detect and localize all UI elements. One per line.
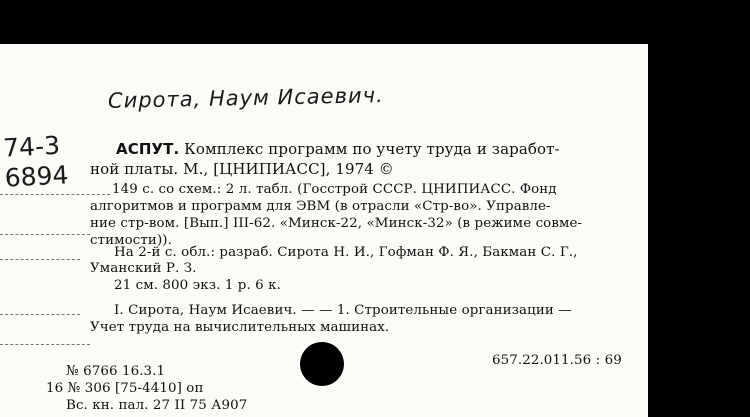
entry-desc-4: стимости)).	[90, 233, 172, 248]
entry-title-line-2: ной платы. М., [ЦНИПИАСС], 1974 ©	[90, 160, 394, 178]
entry-title-head: АСПУТ.	[116, 140, 180, 158]
udc-number: 657.22.011.56 : 69	[492, 353, 622, 368]
footer-line-3: Вс. кн. пал. 27 II 75 А907	[66, 398, 248, 413]
entry-tracing-1: I. Сирота, Наум Исаевич. — — 1. Строительные организации —	[114, 303, 572, 318]
call-number-line2: 6894	[4, 160, 70, 193]
scan-border-right	[648, 0, 750, 417]
card-rule	[0, 234, 90, 235]
entry-desc-2: алгоритмов и программ для ЭВМ (в отрасли «Стр-во». Управле-	[90, 199, 551, 214]
card-rule	[0, 259, 80, 260]
card-rule	[0, 344, 90, 345]
handwritten-author: Сирота, Наум Исаевич.	[107, 83, 384, 113]
scan-border-top	[0, 0, 750, 44]
entry-note-2: Уманский Р. З.	[90, 261, 197, 276]
card-rule	[0, 194, 110, 195]
entry-title-rest: Комплекс программ по учету труда и заработ-	[179, 140, 560, 158]
entry-size: 21 см. 800 экз. 1 р. 6 к.	[114, 278, 281, 293]
card-rule	[0, 314, 80, 315]
entry-title-line-1	[116, 140, 560, 158]
entry-tracing-2: Учет труда на вычислительных машинах.	[90, 320, 390, 335]
call-number	[2, 130, 69, 193]
entry-desc-3: ние стр-вом. [Вып.] III-62. «Минск-22, «Минск-32» (в режиме совме-	[90, 216, 583, 231]
entry-desc-1: 149 с. со схем.: 2 л. табл. (Госстрой СССР. ЦНИПИАСС. Фонд	[112, 182, 557, 197]
entry-note-1: На 2-й с. обл.: разраб. Сирота Н. И., Гофман Ф. Я., Бакман С. Г.,	[114, 245, 578, 260]
footer-line-2: 16 № 306 [75-4410] оп	[46, 381, 204, 396]
footer-line-1: № 6766 16.3.1	[66, 364, 166, 379]
call-number-line1: 74-3	[2, 130, 61, 163]
card-punch-hole	[300, 342, 344, 386]
